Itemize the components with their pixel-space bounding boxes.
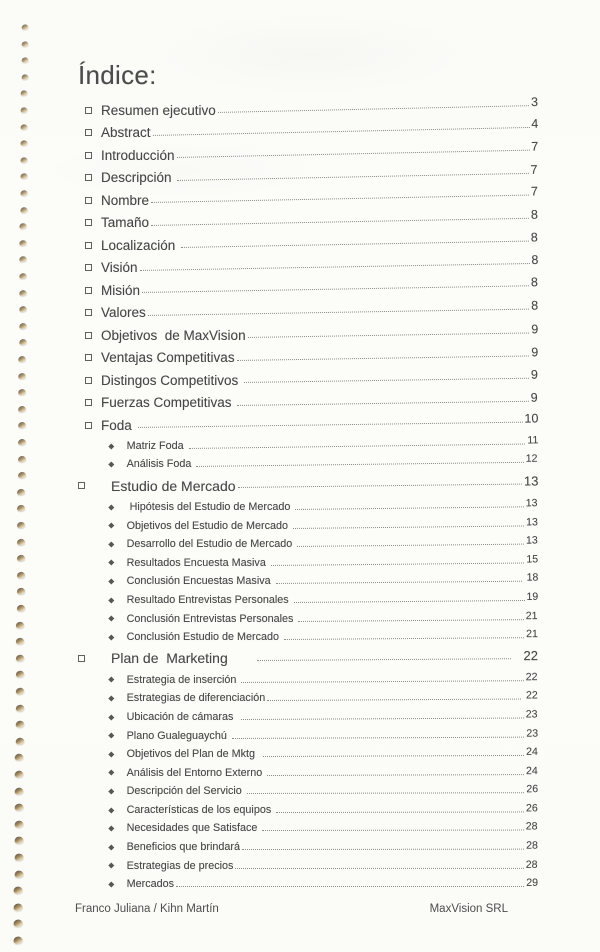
toc-entry-page: 4 [530, 116, 538, 131]
toc-entry-tail [274, 803, 538, 816]
toc-entry [78, 763, 538, 782]
toc-entry [78, 369, 538, 392]
dot-leader [177, 172, 529, 180]
square-bullet-icon [85, 287, 92, 294]
binding-hole [15, 754, 25, 762]
toc-entry-tail [194, 454, 538, 470]
toc-entry-label: Visión [101, 260, 138, 276]
toc-entry-tail [295, 536, 538, 551]
square-bullet-icon [85, 377, 92, 384]
binding-hole [14, 836, 24, 844]
dot-leader [232, 736, 524, 738]
toc-entry-page: 22 [512, 647, 539, 664]
dot-leader [248, 332, 529, 338]
toc-entry-tail [233, 859, 538, 871]
toc-entry-tail [230, 728, 538, 741]
toc-entry [78, 275, 538, 302]
toc-entry [78, 782, 538, 801]
toc-entry-tail [174, 141, 538, 163]
toc-entry-page: 22 [526, 670, 539, 683]
toc-entry-page: 13 [526, 534, 539, 547]
toc-entry [78, 162, 538, 190]
toc-entry [78, 139, 538, 167]
square-bullet-icon [85, 197, 92, 204]
toc-entry-label: Conclusión Entrevistas Personales [126, 612, 297, 625]
binding-hole [18, 339, 26, 346]
toc-entry-tail [135, 413, 538, 433]
toc-entry-tail [282, 629, 538, 643]
binding-hole [14, 770, 24, 778]
binding-hole [21, 57, 29, 63]
binding-hole [21, 90, 29, 96]
toc-entry-label: Foda [101, 417, 136, 433]
toc-entry-label: Análisis Foda [126, 458, 195, 471]
dot-leader [148, 308, 529, 315]
dot-leader [262, 830, 524, 831]
dot-leader [263, 755, 524, 757]
binding-hole [15, 704, 24, 712]
diamond-bullet-icon [109, 863, 115, 869]
dot-leader [238, 484, 522, 488]
toc-entry-label: Introducción [101, 147, 175, 163]
dot-leader [284, 637, 524, 640]
binding-hole [18, 356, 26, 363]
toc-entry [78, 875, 538, 894]
toc-entry [78, 670, 538, 689]
dot-leader [293, 525, 524, 529]
toc-entry-tail [245, 784, 538, 797]
toc-entry-page: 9 [530, 322, 539, 337]
binding-hole [14, 853, 24, 861]
toc-entry [78, 298, 538, 325]
toc-entry-page: 28 [526, 858, 539, 871]
toc-entry-page: 23 [526, 727, 539, 740]
diamond-bullet-icon [109, 751, 115, 757]
square-bullet-icon [85, 129, 92, 136]
diamond-bullet-icon [109, 770, 115, 776]
binding-hole [21, 24, 28, 30]
toc-entry-label: Desarrollo del Estudio de Mercado [126, 538, 296, 551]
diamond-bullet-icon [109, 504, 115, 510]
toc-entry [78, 184, 538, 212]
diamond-bullet-icon [109, 443, 115, 449]
dot-leader [294, 599, 525, 602]
dot-leader [237, 400, 529, 405]
toc-entry-page: 8 [530, 230, 538, 245]
toc-entry-tail [186, 435, 538, 452]
dot-leader [138, 421, 523, 427]
toc-entry-label: Análisis del Entorno Externo [126, 766, 266, 779]
binding-hole [13, 936, 23, 944]
toc-entry-tail [274, 573, 538, 587]
toc-entry-label: Resultado Entrevistas Personales [126, 593, 292, 606]
toc-entry-page: 24 [526, 745, 539, 759]
toc-entry-page: 18 [523, 571, 539, 585]
toc-entry-tail [174, 878, 538, 890]
toc-entry [78, 708, 538, 727]
toc-content [78, 60, 538, 894]
binding-hole [18, 405, 27, 412]
binding-hole [15, 687, 24, 695]
toc-entry-tail [240, 841, 538, 853]
binding-holes [0, 0, 40, 952]
toc-entry [78, 726, 538, 745]
toc-entry-page: 29 [526, 877, 538, 890]
toc-entry-page: 13 [523, 473, 539, 489]
square-bullet-icon [85, 354, 92, 361]
binding-hole [19, 322, 27, 329]
toc-entry [78, 95, 538, 122]
toc-entry-tail [149, 186, 538, 208]
diamond-bullet-icon [109, 634, 115, 640]
toc-entry-label: Beneficios que brindará [126, 841, 241, 854]
binding-hole [16, 621, 25, 628]
toc-entry-tail [149, 208, 538, 229]
toc-entry [78, 609, 538, 628]
binding-hole [21, 41, 29, 47]
toc-entry-page: 13 [526, 515, 539, 529]
binding-hole [15, 671, 24, 678]
toc-entry-label: Hipótesis del Estudio de Mercado [126, 500, 294, 513]
toc-entry-tail [269, 554, 538, 569]
binding-hole [19, 289, 27, 296]
dot-leader [242, 848, 524, 849]
toc-entry-tail [293, 498, 538, 513]
toc-entry-label: Resultados Encuesta Masiva [126, 556, 269, 569]
toc-entry [78, 411, 538, 437]
toc-entry-page: 8 [530, 207, 538, 222]
toc-entry-label: Estrategia de inserción [126, 673, 240, 686]
toc-entry-label: Estudio de Mercado [111, 477, 236, 494]
toc-entry-tail [242, 369, 538, 387]
toc-entry-page: 13 [526, 497, 539, 510]
dot-leader [276, 811, 524, 813]
binding-hole [20, 190, 28, 196]
toc-entry-tail [291, 517, 538, 532]
toc-entry [78, 207, 538, 235]
binding-hole [20, 157, 28, 163]
footer-authors: Franco Juliana / Kihn Martín [75, 903, 219, 915]
toc-entry [78, 801, 538, 820]
toc-entry-label: Objetivos del Plan de Mktg [126, 748, 262, 761]
toc-entry-page: 8 [530, 275, 538, 290]
toc-entry-page: 7 [530, 184, 538, 199]
binding-hole [14, 803, 24, 811]
binding-hole [19, 256, 27, 263]
square-bullet-icon [85, 219, 92, 226]
toc-entry-page: 23 [526, 708, 539, 721]
dot-leader [181, 240, 529, 247]
square-bullet-icon [85, 399, 92, 406]
diamond-bullet-icon [109, 882, 115, 888]
diamond-bullet-icon [109, 733, 115, 739]
toc-entry-tail [146, 299, 538, 320]
square-bullet-icon [78, 655, 85, 662]
toc-entry-tail [260, 822, 538, 834]
binding-hole [13, 919, 23, 927]
toc-entry-page: 22 [523, 689, 539, 702]
dot-leader [177, 149, 529, 157]
toc-entry-tail [234, 346, 538, 365]
toc-entry [78, 646, 538, 670]
dot-leader [298, 618, 524, 621]
diamond-bullet-icon [109, 714, 115, 720]
binding-hole [19, 306, 27, 313]
diamond-bullet-icon [109, 696, 115, 702]
binding-hole [21, 74, 29, 80]
toc-entry-label: Mercados [126, 878, 174, 891]
binding-hole [20, 123, 28, 129]
toc-entry-label: Ventajas Competitivas [101, 350, 235, 366]
toc-entry-label: Descripción del Servicio [126, 785, 245, 798]
square-bullet-icon [85, 242, 92, 249]
toc-entry-page: 8 [530, 298, 538, 313]
dot-leader [276, 581, 522, 584]
toc-entry-tail [137, 254, 538, 275]
diamond-bullet-icon [109, 677, 115, 683]
toc-entry-tail [235, 475, 538, 494]
toc-entry-label: Objetivos del Estudio de Mercado [126, 519, 292, 532]
toc-entry-tail [265, 691, 538, 705]
page-title: Índice: [78, 60, 157, 90]
binding-hole [17, 455, 26, 462]
dot-leader [257, 658, 511, 661]
toc-entry [78, 745, 538, 764]
toc-entry-page: 9 [530, 345, 539, 360]
toc-entry-page: 7 [530, 162, 538, 177]
toc-entry [78, 856, 538, 875]
toc-entry-tail [175, 163, 538, 184]
toc-entry-page: 10 [523, 411, 538, 426]
diamond-bullet-icon [109, 597, 115, 603]
toc-entry [78, 553, 538, 572]
toc-entry [78, 535, 538, 554]
dot-leader [139, 262, 528, 270]
toc-entry-tail [179, 232, 538, 253]
square-bullet-icon [85, 422, 92, 429]
diamond-bullet-icon [109, 807, 115, 813]
toc-entry-tail [265, 766, 538, 779]
dot-leader [244, 377, 529, 382]
binding-hole [21, 107, 29, 113]
diamond-bullet-icon [109, 826, 115, 832]
toc-entry [78, 116, 538, 145]
toc-entry-label: Ubicación de cámaras [126, 710, 240, 723]
toc-entry-label: Plano Gualeguaychú [126, 729, 230, 742]
toc-entry-page: 11 [526, 434, 538, 447]
dot-leader [241, 679, 524, 682]
dot-leader [189, 443, 525, 448]
toc-entry-label: Localización [101, 237, 180, 253]
toc-entry-tail [235, 391, 538, 409]
binding-hole [18, 389, 26, 396]
binding-hole [17, 488, 26, 495]
toc-entry-label: Plan de Marketing [111, 650, 255, 667]
toc-entry-label: Misión [101, 282, 141, 298]
square-bullet-icon [85, 264, 92, 271]
toc-entry [78, 628, 538, 647]
binding-hole [17, 538, 26, 545]
binding-hole [17, 439, 26, 446]
footer-company: MaxVision SRL [429, 903, 508, 915]
toc-entry [78, 572, 538, 591]
toc-list [78, 95, 539, 894]
toc-entry [78, 498, 538, 517]
toc-entry-label: Valores [101, 305, 146, 321]
dot-leader [142, 285, 529, 293]
square-bullet-icon [85, 107, 92, 114]
toc-entry-page: 28 [526, 821, 539, 834]
toc-entry-page: 21 [526, 609, 539, 622]
toc-entry-label: Fuerzas Competitivas [101, 395, 236, 411]
square-bullet-icon [85, 332, 92, 339]
toc-entry-label: Conclusión Encuestas Masiva [126, 575, 274, 588]
binding-hole [15, 737, 24, 745]
toc-entry-tail [239, 709, 538, 723]
dot-leader [237, 355, 529, 361]
binding-hole [20, 140, 28, 146]
toc-entry-tail [216, 96, 538, 117]
toc-entry-label: Estrategias de diferenciación [126, 692, 266, 705]
toc-entry [78, 819, 538, 838]
binding-hole [20, 173, 28, 179]
binding-hole [18, 422, 27, 429]
toc-entry-label: Matriz Foda [126, 439, 187, 452]
diamond-bullet-icon [109, 541, 115, 547]
toc-entry-label: Tamaño [101, 215, 150, 231]
toc-entry-tail [245, 324, 538, 343]
toc-entry-label: Estrategias de precios [126, 859, 234, 872]
toc-entry-label: Características de los equipos [126, 803, 275, 816]
toc-entry [78, 347, 538, 370]
toc-entry-label: Conclusión Estudio de Mercado [126, 631, 283, 644]
dot-leader [267, 698, 521, 700]
binding-hole [16, 654, 25, 661]
toc-entry-page: 24 [526, 764, 539, 777]
binding-hole [19, 240, 27, 246]
dot-leader [297, 543, 524, 546]
toc-entry [78, 324, 538, 347]
diamond-bullet-icon [109, 462, 115, 468]
binding-hole [13, 903, 23, 911]
diamond-bullet-icon [109, 844, 115, 850]
binding-hole [17, 505, 26, 512]
binding-hole [13, 886, 23, 894]
toc-entry [78, 516, 538, 535]
binding-hole [16, 588, 25, 595]
square-bullet-icon [78, 482, 85, 489]
toc-entry-page: 7 [530, 139, 538, 154]
toc-entry-tail [255, 649, 538, 666]
toc-entry-page: 8 [530, 252, 538, 267]
diamond-bullet-icon [109, 789, 115, 795]
toc-entry [78, 434, 538, 456]
square-bullet-icon [85, 152, 92, 159]
toc-entry-label: Nombre [101, 192, 150, 208]
square-bullet-icon [85, 309, 92, 316]
toc-entry-page: 9 [530, 367, 539, 382]
toc-entry-label: Necesidades que Satisface [126, 822, 261, 835]
toc-entry-tail [261, 747, 538, 760]
square-bullet-icon [85, 174, 92, 181]
binding-hole [14, 870, 24, 878]
toc-entry [78, 252, 538, 280]
dot-leader [295, 506, 524, 510]
dot-leader [271, 562, 524, 565]
toc-entry-tail [292, 592, 538, 606]
toc-entry-page: 12 [526, 453, 538, 466]
dot-leader [196, 462, 524, 467]
toc-entry [78, 392, 538, 415]
toc-entry-tail [239, 672, 538, 686]
dot-leader [218, 105, 529, 113]
toc-entry [78, 689, 538, 708]
diamond-bullet-icon [109, 579, 115, 585]
toc-entry-label: Descripción [101, 170, 176, 186]
toc-entry-page: 26 [526, 783, 539, 796]
diamond-bullet-icon [109, 523, 115, 529]
diamond-bullet-icon [109, 560, 115, 566]
binding-hole [18, 372, 26, 379]
toc-entry-label: Objetivos de MaxVision [101, 327, 246, 343]
toc-entry [78, 455, 538, 474]
toc-entry [78, 474, 538, 498]
toc-entry-page: 26 [526, 802, 539, 815]
toc-entry-label: Resumen ejecutivo [101, 102, 216, 118]
binding-hole [17, 521, 26, 528]
toc-entry-page: 21 [526, 628, 539, 641]
toc-entry [78, 230, 538, 257]
binding-hole [16, 555, 25, 562]
binding-hole [16, 637, 25, 644]
diamond-bullet-icon [109, 616, 115, 622]
dot-leader [152, 126, 528, 135]
toc-entry-label: Abstract [101, 125, 151, 141]
toc-entry-page: 19 [526, 590, 539, 603]
binding-hole [20, 206, 28, 212]
dot-leader [241, 717, 524, 719]
toc-entry-page: 3 [530, 95, 538, 110]
toc-entry-label: Distingos Competitivos [101, 372, 243, 388]
binding-hole [15, 720, 24, 728]
binding-hole [16, 571, 25, 578]
binding-hole [14, 820, 24, 828]
binding-hole [14, 787, 24, 795]
dot-leader [235, 867, 524, 868]
toc-entry [78, 591, 538, 610]
toc-entry-tail [140, 276, 538, 297]
toc-entry-page: 15 [526, 553, 539, 566]
toc-entry-page: 28 [526, 839, 539, 852]
binding-hole [17, 472, 26, 479]
binding-hole [19, 223, 27, 229]
toc-entry [78, 838, 538, 857]
toc-entry-page: 9 [530, 390, 539, 405]
binding-hole [19, 273, 27, 280]
dot-leader [151, 194, 529, 202]
toc-entry-tail [150, 118, 538, 140]
dot-leader [176, 886, 524, 887]
dot-leader [267, 773, 524, 775]
dot-leader [151, 217, 529, 225]
toc-entry-tail [296, 611, 538, 625]
binding-hole [16, 604, 25, 611]
dot-leader [247, 792, 524, 794]
